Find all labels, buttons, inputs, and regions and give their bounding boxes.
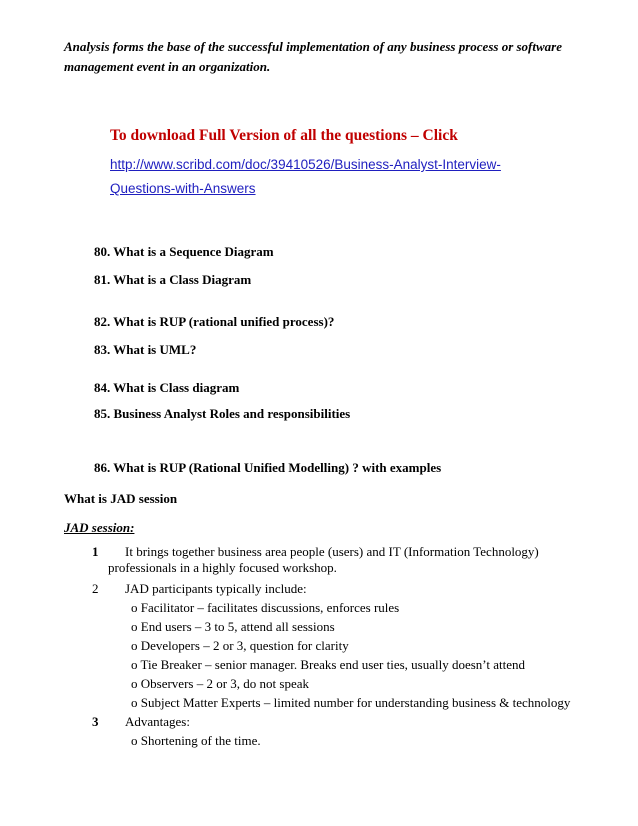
jad-item-2-text: JAD participants typically include:: [125, 581, 307, 596]
question-86: 86. What is RUP (Rational Unified Modelling) ? with examples: [94, 460, 442, 475]
download-link-line-1[interactable]: http://www.scribd.com/doc/39410526/Business-Analyst-Interview-: [110, 157, 501, 172]
jad-advantage-time: o Shortening of the time.: [131, 733, 261, 748]
question-80: 80. What is a Sequence Diagram: [94, 244, 274, 259]
jad-subheading: JAD session:: [64, 520, 135, 535]
jad-item-3-text: Advantages:: [125, 714, 190, 729]
download-link-line-2[interactable]: Questions-with-Answers: [110, 181, 256, 196]
jad-item-1-line-1: It brings together business area people (users) and IT (Information Technology): [125, 544, 539, 559]
jad-participant-facilitator: o Facilitator – facilitates discussions, enforces rules: [131, 600, 400, 615]
jad-participant-observers: o Observers – 2 or 3, do not speak: [131, 676, 309, 691]
intro-line-1: Analysis forms the base of the successful implementation of any business process or software: [64, 39, 562, 54]
question-85: 85. Business Analyst Roles and responsibilities: [94, 406, 351, 421]
jad-participant-sme: o Subject Matter Experts – limited number for understanding business & technology: [131, 695, 571, 710]
jad-item-number-1: 1: [92, 544, 99, 559]
jad-participant-tie-breaker: o Tie Breaker – senior manager. Breaks end user ties, usually doesn’t attend: [131, 657, 526, 672]
jad-participant-end-users: o End users – 3 to 5, attend all sessions: [131, 619, 335, 634]
question-84: 84. What is Class diagram: [94, 380, 240, 395]
jad-item-number-2: 2: [92, 581, 99, 596]
jad-heading: What is JAD session: [64, 491, 178, 506]
question-81: 81. What is a Class Diagram: [94, 272, 252, 287]
intro-line-2: management event in an organization.: [64, 59, 271, 74]
question-83: 83. What is UML?: [94, 342, 197, 357]
jad-participant-developers: o Developers – 2 or 3, question for clarity: [131, 638, 349, 653]
jad-item-number-3: 3: [92, 714, 99, 729]
jad-item-1-line-2: professionals in a highly focused workshop.: [108, 560, 337, 575]
download-title: To download Full Version of all the questions – Click: [110, 127, 458, 144]
question-82: 82. What is RUP (rational unified process)?: [94, 314, 335, 329]
